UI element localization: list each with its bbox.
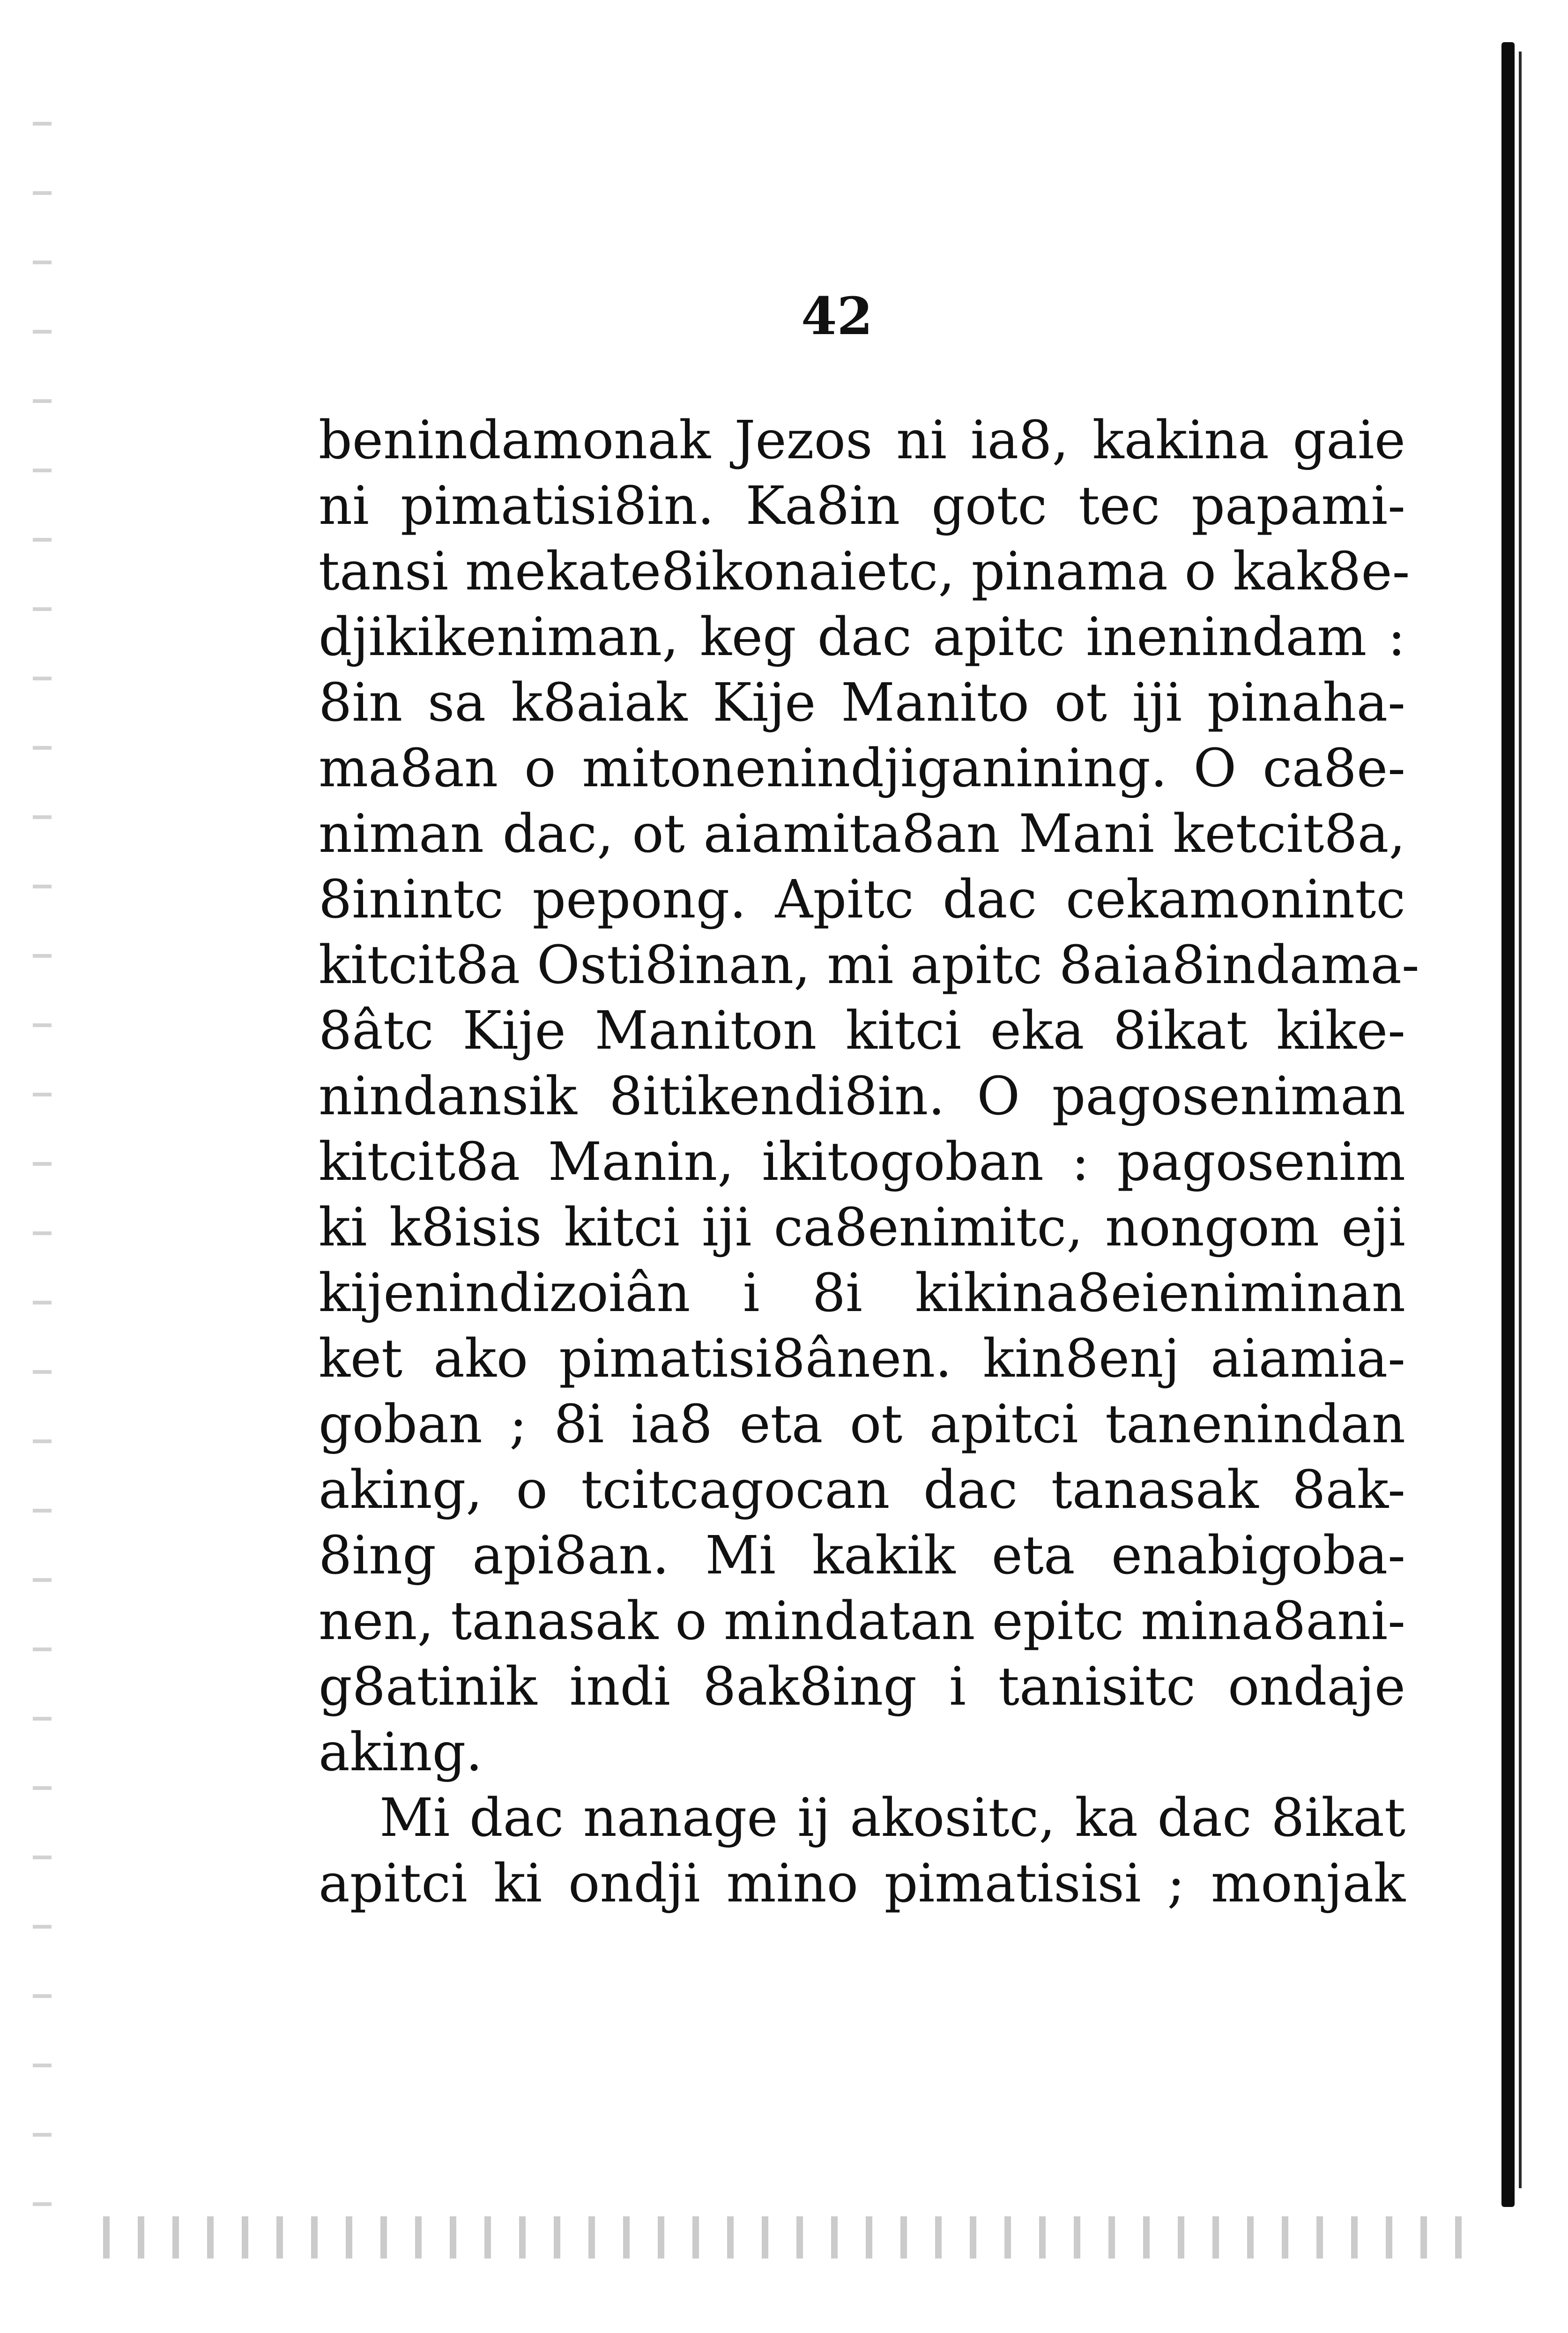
text-line: 8ing api8an. Mi kakik eta enabigoba- <box>319 1525 1405 1586</box>
binding-edge-line <box>1501 42 1515 2207</box>
text-line: goban ; 8i ia8 eta ot apitci tanenindan <box>319 1394 1405 1455</box>
text-line: 8in sa k8aiak Kije Manito ot iji pinaha- <box>319 672 1405 733</box>
text-line: kitcit8a Osti8inan, mi apitc 8aia8indama- <box>319 935 1419 996</box>
text-line: aking. <box>319 1722 483 1783</box>
text-line: nindansik 8itikendi8in. O pagoseniman <box>319 1066 1405 1127</box>
binding-edge-line-thin <box>1519 52 1522 2188</box>
text-line: 8inintc pepong. Apitc dac cekamonintc <box>319 869 1405 930</box>
text-line: niman dac, ot aiamita8an Mani ketcit8a, <box>319 804 1405 865</box>
text-line: tansi mekate8ikonaietc, pinama o kak8e- <box>319 541 1410 602</box>
text-line: ket ako pimatisi8ânen. kin8enj aiamia- <box>319 1328 1405 1389</box>
scan-noise-bottom <box>75 2216 1480 2258</box>
text-line: ma8an o mitonenindjiganining. O ca8e- <box>319 738 1405 799</box>
body-text <box>319 408 1419 1916</box>
text-line: kijenindizoiân i 8i kikina8eieniminan <box>319 1263 1405 1324</box>
scan-speckle-left <box>33 56 52 2258</box>
text-line: ki k8isis kitci iji ca8enimitc, nongom eji <box>319 1197 1405 1258</box>
page-number: 42 <box>801 286 873 346</box>
text-line: djikikeniman, keg dac apitc inenindam : <box>319 607 1405 668</box>
text-line: kitcit8a Manin, ikitogoban : pagosenim <box>319 1132 1405 1193</box>
text-line: apitci ki ondji mino pimatisisi ; monjak <box>319 1853 1405 1914</box>
text-line: nen, tanasak o mindatan epitc mina8ani- <box>319 1591 1405 1652</box>
text-line: benindamonak Jezos ni ia8, kakina gaie <box>319 410 1405 471</box>
text-line: ni pimatisi8in. Ka8in gotc tec papami- <box>319 476 1405 537</box>
text-line: aking, o tcitcagocan dac tanasak 8ak- <box>319 1460 1405 1521</box>
text-line: Mi dac nanage ij akositc, ka dac 8ikat <box>379 1788 1405 1849</box>
text-line: 8âtc Kije Maniton kitci eka 8ikat kike- <box>319 1000 1405 1061</box>
text-line: g8atinik indi 8ak8ing i tanisitc ondaje <box>319 1656 1405 1717</box>
